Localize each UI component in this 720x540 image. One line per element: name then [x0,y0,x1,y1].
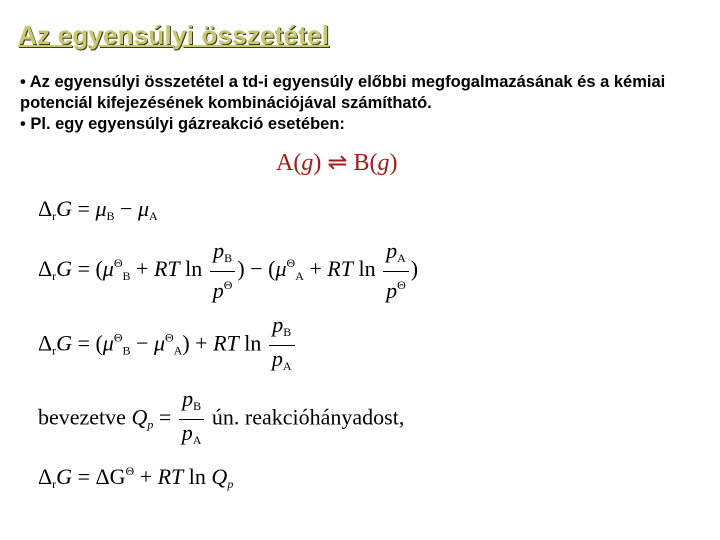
reaction-equation: A(g) ⇌ B(g) [276,150,398,176]
equation-4: bevezetve $Q_p$ = $\frac{p_B}{p_A}$ ún. reakcióhányadost, [38,386,404,453]
bullet-list [20,72,715,135]
fraction: $\frac{p_B}{p^\Theta}$ [210,238,236,304]
equation-5: $\Delta_rG = \Delta G^\Theta$ + RT $\ln Q_p$ [38,464,234,491]
bullet-item: • Az egyensúlyi összetétel a td-i egyensúly előbbi megfogalmazásának és a kémiai potenciál kifejezésének kombinációjával számítható. [20,73,666,112]
fraction: $\frac{p_B}{p_A}$ [179,386,205,453]
slide-title: Az egyensúlyi összetétel [18,20,330,50]
bullet-item: • Pl. egy egyensúlyi gázreakció esetében: [20,115,345,133]
equilibrium-arrow: ⇌ [327,150,348,176]
equation-3: $\Delta_rG = (\mu^\Theta_B - \mu^\Theta_A)$ + RT ln $\frac{p_B}{p_A}$ [38,312,297,379]
equation-1: $\Delta_rG = \mu_B - \mu_A$ [38,196,158,223]
fraction: $\frac{p_A}{p^\Theta}$ [383,238,409,304]
equation-2: $\Delta_rG = (\mu^\Theta_B$ + RT ln $\frac{p_B}{p^\Theta}$ ) − ($\mu^\Theta_A$ + RT ln $\frac{p_A}{p^\Theta}$ ) [38,238,419,303]
fraction: $\frac{p_B}{p_A}$ [269,312,295,379]
